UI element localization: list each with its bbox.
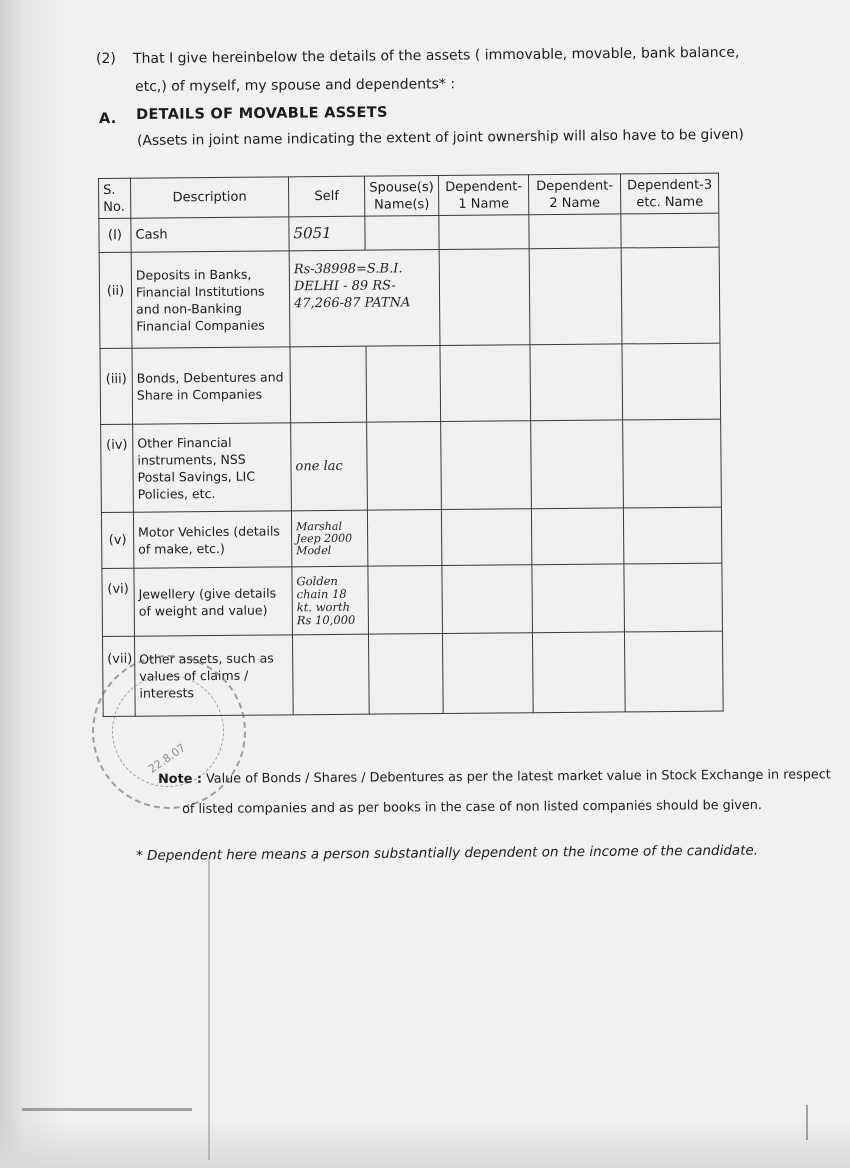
row-spouse-value: [366, 346, 441, 423]
header-self: Self: [288, 176, 364, 217]
row-spouse-value: [367, 422, 442, 511]
row-description: Deposits in Banks, Financial Institutions and non-Banking Financial Companies: [131, 251, 290, 348]
row-self-value: [290, 346, 367, 423]
note-line-1: [158, 767, 831, 787]
dependent-footnote: * Dependent here means a person substantially dependent on the income of the candidate.: [136, 842, 759, 864]
row-dep3-value: [624, 631, 723, 712]
table-row: [102, 563, 723, 636]
scan-mark: [22, 1108, 192, 1111]
row-description: Other Financial instruments, NSS Postal Savings, LIC Policies, etc.: [133, 423, 292, 512]
header-spouse: Spouse(s) Name(s): [364, 176, 438, 217]
row-dep2-value: [529, 248, 622, 345]
row-sno: (ii): [99, 252, 132, 348]
paper-fold-line: [208, 860, 210, 1160]
scan-mark: [806, 1105, 808, 1140]
table-row: [101, 507, 721, 568]
header-dependent-3: Dependent-3 etc. Name: [620, 173, 718, 214]
header-sno: S. No.: [99, 178, 131, 218]
scan-shadow-left: [0, 0, 70, 1168]
row-dep3-value: [621, 213, 719, 248]
row-dep1-value: [439, 249, 530, 346]
header-dependent-1: Dependent-1 Name: [438, 175, 528, 216]
row-dep2-value: [531, 420, 624, 509]
row-dep3-value: [623, 507, 721, 564]
row-dep1-value: [440, 345, 531, 422]
row-spouse-value: [368, 634, 443, 715]
row-dep2-value: [529, 214, 621, 249]
movable-assets-table: [98, 173, 724, 717]
row-dep2-value: [530, 344, 623, 421]
row-dep2-value: [532, 632, 625, 713]
table-row: [99, 247, 720, 348]
table-header-row: [99, 173, 719, 218]
row-dep1-value: [441, 421, 532, 510]
row-description: Motor Vehicles (details of make, etc.): [133, 511, 291, 568]
row-dep3-value: [621, 247, 720, 344]
table-row: [99, 213, 719, 252]
table-row: [101, 419, 722, 512]
row-sno: (I): [99, 218, 131, 252]
row-dep1-value: [442, 633, 533, 714]
row-dep2-value: [531, 508, 623, 565]
row-dep1-value: [441, 509, 531, 566]
section-subtitle: (Assets in joint name indicating the extent of joint ownership will also have to be given): [137, 126, 744, 149]
row-spouse-value: [365, 216, 439, 251]
row-self-value: Rs-38998=S.B.I. DELHI - 89 RS-47,266-87 PATNA: [289, 250, 440, 347]
row-dep3-value: [624, 563, 723, 632]
row-sno: (v): [101, 512, 133, 568]
row-self-value: one lac: [291, 422, 368, 511]
row-spouse-value: [368, 566, 443, 635]
header-description: Description: [131, 177, 289, 218]
section-letter: A.: [99, 111, 117, 127]
intro-line-2: etc,) of myself, my spouse and dependents* :: [135, 76, 456, 95]
stamp-inner-ring: [112, 675, 224, 787]
row-sno: (iii): [100, 348, 133, 424]
row-description: Other assets, such as values of claims / interests: [134, 635, 293, 716]
header-dependent-2: Dependent-2 Name: [528, 174, 620, 215]
scan-shadow-bottom: [0, 1118, 850, 1168]
row-dep3-value: [622, 343, 721, 420]
intro-number: (2): [96, 51, 116, 67]
note-line-2: of listed companies and as per books in the case of non listed companies should be given.: [182, 797, 762, 817]
row-description: Cash: [131, 217, 289, 252]
row-sno: (vii): [103, 636, 136, 716]
row-description: Jewellery (give details of weight and value): [134, 567, 293, 636]
section-title: DETAILS OF MOVABLE ASSETS: [136, 104, 388, 123]
stamp-date: 22.8.07: [146, 741, 188, 776]
note-text-1: Value of Bonds / Shares / Debentures as per the latest market value in Stock Exchange in respect: [205, 767, 831, 787]
row-dep1-value: [442, 565, 533, 634]
row-sno: (vi): [102, 568, 135, 636]
row-self-value: Golden chain 18 kt. worth Rs 10,000: [292, 566, 369, 635]
row-self-value: [292, 634, 369, 715]
row-self-value: Marshal Jeep 2000 Model: [291, 510, 367, 567]
row-self-value: 5051: [289, 216, 365, 251]
row-dep3-value: [623, 419, 722, 508]
row-description: Bonds, Debentures and Share in Companies: [132, 347, 291, 424]
row-dep2-value: [532, 564, 625, 633]
row-spouse-value: [367, 510, 441, 567]
table-row: [100, 343, 721, 424]
row-dep1-value: [439, 215, 529, 250]
note-label: Note :: [158, 771, 202, 787]
intro-line-1: That I give hereinbelow the details of the assets ( immovable, movable, bank balance,: [133, 44, 740, 67]
row-sno: (iv): [101, 424, 134, 512]
